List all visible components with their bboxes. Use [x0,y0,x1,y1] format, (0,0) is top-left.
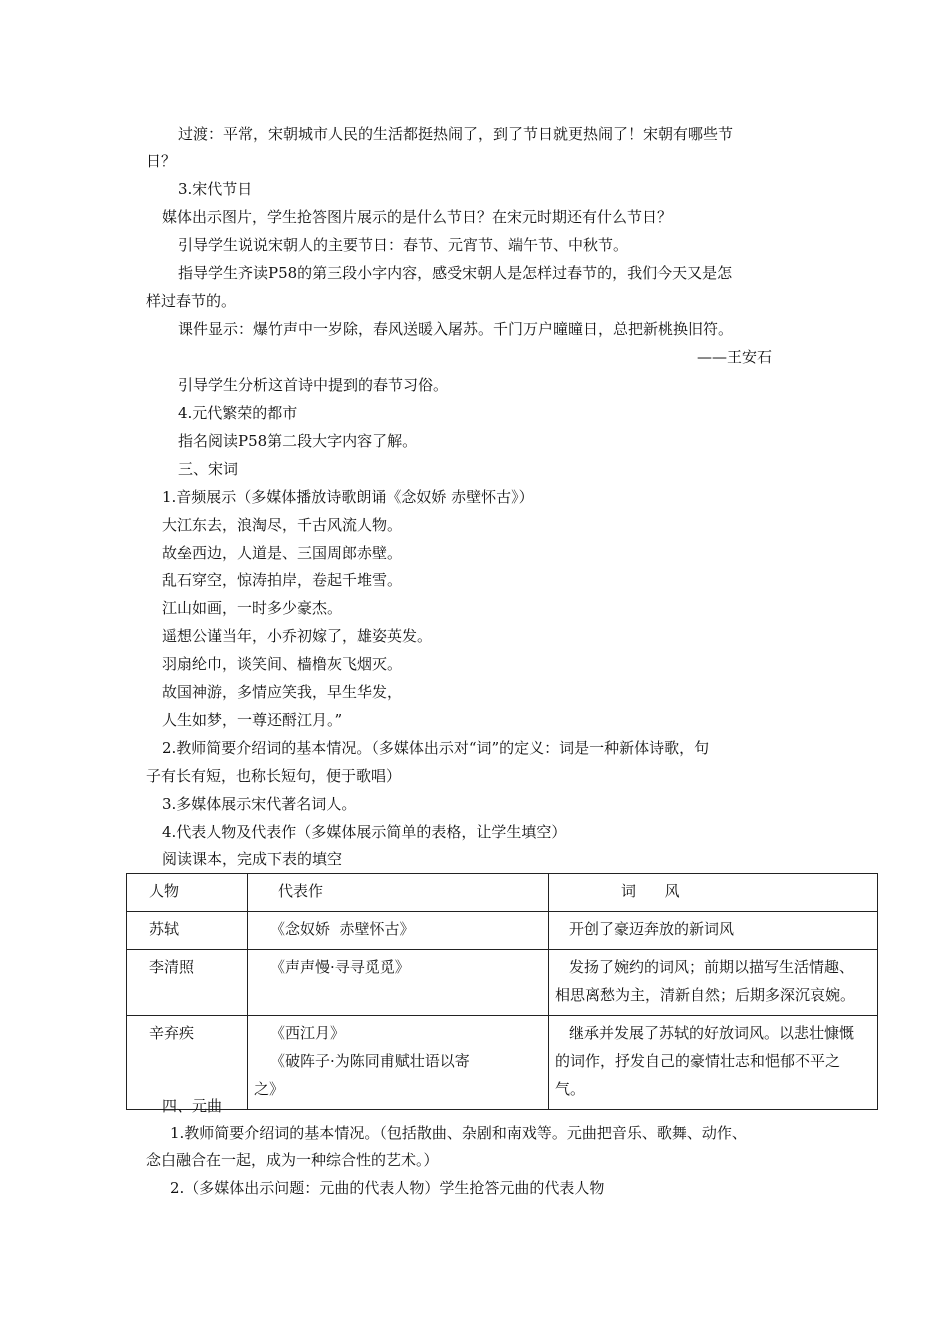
paragraph-line: 样过春节的。 [146,292,237,310]
table-row [127,1016,878,1110]
paragraph-line: 2.教师简要介绍词的基本情况。（多媒体出示对“词”的定义：词是一种新体诗歌，句 [162,739,710,757]
paragraph-line: 指名阅读P58第二段大字内容了解。 [178,432,418,450]
style-cell [549,950,878,1016]
poem-line: 羽扇纶巾，谈笑间、樯橹灰飞烟灭。 [162,655,403,673]
section-heading: 3.宋代节日 [178,180,253,198]
section-heading: 三、宋词 [178,460,239,478]
paragraph-line: 1.教师简要介绍词的基本情况。（包括散曲、杂剧和南戏等。元曲把音乐、歌舞、动作、 [170,1124,747,1142]
works-cell [248,950,549,1016]
paragraph-line: 子有长有短，也称长短句，便于歌唱） [146,767,402,785]
header-label: 代表作 [278,882,324,900]
work-title: 《声声慢·寻寻觅觅》 [270,958,410,976]
style-line: 的词作，抒发自己的豪情壮志和悒郁不平之 [555,1052,841,1070]
paragraph-line: 阅读课本，完成下表的填空 [162,850,343,868]
paragraph-line: 念白融合在一起，成为一种综合性的艺术。） [146,1151,439,1169]
table-row [127,950,878,1016]
poem-line: 大江东去，浪淘尽，千古风流人物。 [162,516,403,534]
work-title: 之》 [254,1080,285,1098]
paragraph-line: 日？ [146,152,177,170]
style-cell [549,1016,878,1110]
paragraph-line: 课件显示：爆竹声中一岁除，春风送暖入屠苏。千门万户曈曈日，总把新桃换旧符。 [178,320,734,338]
section-heading: 四、元曲 [162,1097,223,1115]
header-cell: 人物 [127,874,248,912]
paragraph-line: 1.音频展示（多媒体播放诗歌朗诵《念奴娇 赤壁怀古》） [162,488,534,506]
work-title: 《西江月》 [270,1024,346,1042]
work-title: 《念奴娇 赤壁怀古》 [270,920,415,938]
style-line: 相思离愁为主，清新自然；后期多深沉哀婉。 [555,986,856,1004]
poem-line: 故垒西边，人道是、三国周郎赤壁。 [162,544,403,562]
header-label: 词 风 [621,882,680,900]
paragraph-line: 过渡：平常，宋朝城市人民的生活都挺热闹了，到了节日就更热闹了！宋朝有哪些节 [178,125,734,143]
person-cell: 苏轼 [127,912,248,950]
person-cell: 李清照 [127,950,248,1016]
poem-author: ——王安石 [697,348,773,366]
paragraph-line: 引导学生分析这首诗中提到的春节习俗。 [178,376,449,394]
poem-line: 故国神游，多情应笑我，早生华发， [162,683,403,701]
poem-line: 遥想公谨当年，小乔初嫁了，雄姿英发。 [162,627,433,645]
paragraph-line: 引导学生说说宋朝人的主要节日：春节、元宵节、端午节、中秋节。 [178,236,629,254]
paragraph-line: 3.多媒体展示宋代著名词人。 [162,795,357,813]
header-cell [549,874,878,912]
poets-table [126,873,878,1110]
paragraph-line: 指导学生齐读P58的第三段小字内容，感受宋朝人是怎样过春节的，我们今天又是怎 [178,264,733,282]
poem-line: 江山如画，一时多少豪杰。 [162,599,343,617]
paragraph-line: 2.（多媒体出示问题：元曲的代表人物）学生抢答元曲的代表人物 [170,1179,605,1197]
works-cell [248,912,549,950]
header-cell [248,874,549,912]
style-cell [549,912,878,950]
style-line: 气。 [555,1080,586,1098]
table-header-row [127,874,878,912]
style-line: 继承并发展了苏轼的好放词风。以悲壮慷慨 [569,1024,855,1042]
table-row [127,912,878,950]
section-heading: 4.元代繁荣的都市 [178,404,298,422]
work-title: 《破阵子·为陈同甫赋壮语以寄 [270,1052,470,1070]
style-line: 发扬了婉约的词风；前期以描写生活情趣、 [569,958,855,976]
works-cell [248,1016,549,1110]
poem-line: 乱石穿空，惊涛拍岸，卷起千堆雪。 [162,571,403,589]
paragraph-line: 媒体出示图片，学生抢答图片展示的是什么节日？在宋元时期还有什么节日？ [162,208,673,226]
poem-line: 人生如梦，一尊还酹江月。” [162,711,343,729]
paragraph-line: 4.代表人物及代表作（多媒体展示简单的表格，让学生填空） [162,823,567,841]
person-cell: 辛弃疾 [127,1016,248,1110]
style-line: 开创了豪迈奔放的新词风 [569,920,735,938]
